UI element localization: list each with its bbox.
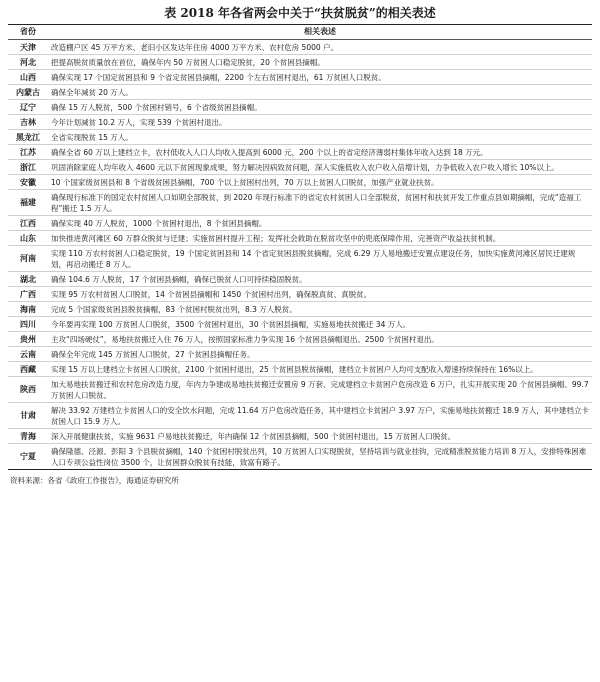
table-row: [8, 444, 592, 470]
statement-cell: 加快推进黄河滩区 60 万群众脱贫与迁建；实施贫困村提升工程；发挥社会救助在脱贫攻坚中的兜底保障作用，完善资产收益扶贫机制。: [48, 231, 592, 246]
table-row: [8, 272, 592, 287]
statement-cell: 改造棚户区 45 万平方米、老旧小区发达年住房 4000 万平方米、农村危房 5000 户。: [48, 40, 592, 55]
table-body: [8, 40, 592, 470]
province-cell: 陕西: [8, 377, 48, 403]
table-row: [8, 55, 592, 70]
source-note: 资料来源：各省《政府工作报告》，海通证券研究所: [10, 476, 179, 485]
province-cell: 江西: [8, 216, 48, 231]
table-row: [8, 403, 592, 429]
statement-cell: 确保全年减贫 20 万人。: [48, 85, 592, 100]
table-header-row: [8, 25, 592, 40]
statement-cell: 实现 110 万农村贫困人口稳定脱贫，19 个国定贫困县和 14 个省定贫困县脱贫摘帽，完成 6.29 万人易地搬迁安置点建设任务，加快实施黄河滩区居民迁建规划，再启动搬迁 8 万人。: [48, 246, 592, 272]
statement-cell: 主攻“四场硬仗”，易地扶贫搬迁入住 76 万人，按照国家标准力争实现 16 个贫困县摘帽退出、2500 个贫困村退出。: [48, 332, 592, 347]
province-cell: 河北: [8, 55, 48, 70]
table-row: [8, 130, 592, 145]
statement-cell: 把提高脱贫质量放在首位，确保年内 50 万贫困人口稳定脱贫，20 个贫困县摘帽。: [48, 55, 592, 70]
province-cell: 山西: [8, 70, 48, 85]
province-cell: 贵州: [8, 332, 48, 347]
province-cell: 广西: [8, 287, 48, 302]
table-row: [8, 332, 592, 347]
province-cell: 浙江: [8, 160, 48, 175]
statement-cell: 完成 5 个国家级贫困县脱贫摘帽，83 个贫困村脱贫出列，8.3 万人脱贫。: [48, 302, 592, 317]
province-cell: 湖北: [8, 272, 48, 287]
statement-cell: 今年计划减贫 10.2 万人，实现 539 个贫困村退出。: [48, 115, 592, 130]
statement-cell: 深入开展健康扶贫，实施 9631 户易地扶贫搬迁，年内确保 12 个贫困县摘帽，500 个贫困村退出，15 万贫困人口脱贫。: [48, 429, 592, 444]
table-row: [8, 190, 592, 216]
statement-cell: 确保 15 万人脱贫，500 个贫困村销号，6 个省级贫困县摘帽。: [48, 100, 592, 115]
table-row: [8, 115, 592, 130]
table-row: [8, 347, 592, 362]
table-row: [8, 246, 592, 272]
province-cell: 海南: [8, 302, 48, 317]
statement-cell: 确保实现 17 个国定贫困县和 9 个省定贫困县摘帽，2200 个左右贫困村退出，61 万贫困人口脱贫。: [48, 70, 592, 85]
province-cell: 天津: [8, 40, 48, 55]
statement-cell: 全省实现脱贫 15 万人。: [48, 130, 592, 145]
statements-table: [8, 24, 592, 470]
statement-cell: 确保 104.6 万人脱贫，17 个贫困县摘帽，确保已脱贫人口可持续稳固脱贫。: [48, 272, 592, 287]
table-row: [8, 175, 592, 190]
province-cell: 辽宁: [8, 100, 48, 115]
statement-cell: 确保全省 60 万以上建档立卡，农村低收入人口人均收入提高到 6000 元，200 个以上的省定经济薄弱村集体年收入达到 18 万元。: [48, 145, 592, 160]
table-row: [8, 85, 592, 100]
statement-cell: 确保全年完成 145 万贫困人口脱贫，27 个贫困县摘帽任务。: [48, 347, 592, 362]
statement-cell: 确保隆德、泾源、彭阳 3 个县脱贫摘帽，140 个贫困村脱贫出列，10 万贫困人口实现脱贫，坚持培训与就业挂钩，完成精准脱贫能力培训 8 万人，安排特殊困难人口专项公益性岗位 3500 个，让贫困群众脱贫有技能，致富有路子。: [51, 446, 587, 467]
statement-cell: 今年要再实现 100 万贫困人口脱贫，3500 个贫困村退出，30 个贫困县摘帽，实施易地扶贫搬迁 34 万人。: [48, 317, 592, 332]
table-row: [8, 287, 592, 302]
province-cell: 西藏: [8, 362, 48, 377]
province-cell: 内蒙古: [8, 85, 48, 100]
table-row: [8, 160, 592, 175]
province-cell: 江苏: [8, 145, 48, 160]
province-cell: 河南: [8, 246, 48, 272]
table-row: [8, 302, 592, 317]
table-row: [8, 362, 592, 377]
statement-cell: 巩固消除家庭人均年收入 4600 元以下贫困现象成果，努力解决因病致贫问题，深入实施低收入农户收入倍增计划，力争低收入农户收入增长 10%以上。: [48, 160, 592, 175]
statement-cell: 确保现行标准下的国定农村贫困人口如期全部脱贫，到 2020 年现行标准下的省定农村贫困人口全部脱贫，贫困村和扶贫开发工作重点县如期摘帽，完成“造福工程”搬迁 1.5 万人。: [48, 190, 592, 216]
header-province: 省份: [8, 25, 48, 40]
province-cell: 福建: [8, 190, 48, 216]
table-title: 表 2018 年各省两会中关于“扶贫脱贫”的相关表述: [164, 6, 436, 20]
table-row: [8, 216, 592, 231]
table-row: [8, 231, 592, 246]
statement-cell: 加大易地扶贫搬迁和农村危房改造力度，年内力争建成易地扶贫搬迁安置房 9 万套、完成建档立卡贫困户危房改造 6 万户，扎实开展实现 20 个贫困县摘帽、99.7 万贫困人口脱贫。: [48, 377, 592, 403]
province-cell: 安徽: [8, 175, 48, 190]
table-row: [8, 70, 592, 85]
table-row: [8, 429, 592, 444]
table-row: [8, 40, 592, 55]
statement-cell: 确保实现 40 万人脱贫，1000 个贫困村退出，8 个贫困县摘帽。: [48, 216, 592, 231]
province-cell: 黑龙江: [8, 130, 48, 145]
statement-cell: 解决 33.92 万建档立卡贫困人口的安全饮水问题，完成 11.64 万户危房改造任务，其中建档立卡贫困户 3.97 万户，实施易地扶贫搬迁 18.9 万人，其中建档立卡贫困人口 15.9 万人。: [48, 403, 592, 429]
province-cell: 吉林: [8, 115, 48, 130]
province-cell: 云南: [8, 347, 48, 362]
statement-cell: 10 个国家级贫困县和 8 个省级贫困县摘帽，700 个以上贫困村出列，70 万以上贫困人口脱贫，加强产业就业扶贫。: [48, 175, 592, 190]
province-cell: 青海: [8, 429, 48, 444]
header-statement: 相关表述: [48, 25, 592, 40]
document-page: [8, 4, 592, 486]
table-row: [8, 145, 592, 160]
table-row: [8, 377, 592, 403]
table-row: [8, 317, 592, 332]
province-cell: 甘肃: [8, 403, 48, 429]
table-row: [8, 100, 592, 115]
province-cell: 山东: [8, 231, 48, 246]
statement-cell: 实现 15 万以上建档立卡贫困人口脱贫，2100 个贫困村退出，25 个贫困县脱贫摘帽，建档立卡贫困户人均可支配收入增速持续保持在 16%以上。: [48, 362, 592, 377]
statement-cell: 实现 95 万农村贫困人口脱贫，14 个贫困县摘帽和 1450 个贫困村出列，确保脱真贫、真脱贫。: [48, 287, 592, 302]
province-cell: 四川: [8, 317, 48, 332]
province-cell: 宁夏: [20, 452, 36, 461]
